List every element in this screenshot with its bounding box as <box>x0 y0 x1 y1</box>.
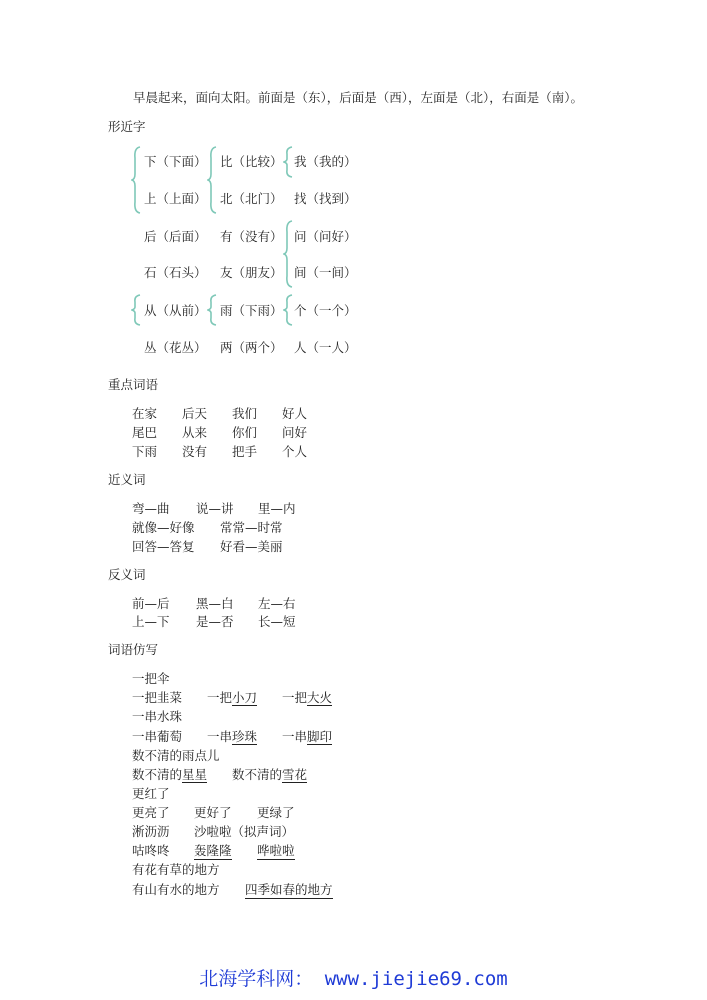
brace-icon <box>283 294 293 326</box>
answer-prefix: 数不清的 <box>132 767 183 782</box>
underlined-answer: 珍珠 <box>232 729 258 744</box>
similar-char-item: 人（一人） <box>294 340 357 355</box>
answer-prefix: 一把 <box>207 690 233 705</box>
antonym-pair: 前—后 <box>132 596 170 611</box>
heading-similar-chars: 形近字 <box>108 119 146 134</box>
footer-watermark: 北海学科网： www.jiejie69.com <box>199 968 508 990</box>
brace-icon <box>131 294 141 326</box>
brace-icon <box>207 146 217 214</box>
imitation-answer: 更绿了 <box>257 805 295 820</box>
brace-icon <box>207 294 217 326</box>
key-word: 你们 <box>232 425 258 440</box>
underlined-answer: 雪花 <box>282 767 308 782</box>
key-word: 从来 <box>182 425 208 440</box>
brace-icon <box>283 220 293 288</box>
similar-char-item: 丛（花丛） <box>144 340 207 355</box>
answer-prefix: 一串 <box>282 729 308 744</box>
answer-prefix: 数不清的 <box>232 767 283 782</box>
imitation-example: 一把伞 <box>132 671 170 686</box>
intro-sentence: 早晨起来，面向太阳。前面是（东），后面是（西），左面是（北），右面是（南）。 <box>133 90 584 105</box>
synonym-pair: 就像—好像 <box>132 520 195 535</box>
similar-char-item: 北（北门） <box>220 191 283 206</box>
underlined-answer: 小刀 <box>232 690 258 705</box>
synonym-pair: 回答—答复 <box>132 539 195 554</box>
underlined-answer: 轰隆隆 <box>194 843 232 858</box>
imitation-example: 更红了 <box>132 786 170 801</box>
similar-char-item: 后（后面） <box>144 229 207 244</box>
similar-char-item: 有（没有） <box>220 229 283 244</box>
key-word: 把手 <box>232 444 258 459</box>
similar-char-item: 个（一个） <box>294 303 357 318</box>
imitation-example: 有花有草的地方 <box>132 862 220 877</box>
antonym-pair: 是—否 <box>196 614 234 629</box>
key-word: 好人 <box>282 406 308 421</box>
imitation-answer: 有山有水的地方 <box>132 882 220 897</box>
heading-synonyms: 近义词 <box>108 472 146 487</box>
key-word: 在家 <box>132 406 158 421</box>
similar-char-item: 两（两个） <box>220 340 283 355</box>
imitation-answer: 更好了 <box>194 805 232 820</box>
synonym-pair: 好看—美丽 <box>220 539 283 554</box>
similar-char-item: 从（从前） <box>144 303 207 318</box>
similar-char-item: 下（下面） <box>144 154 207 169</box>
heading-antonyms: 反义词 <box>108 567 146 582</box>
imitation-answer <box>132 765 207 783</box>
similar-char-item: 我（我的） <box>294 154 357 169</box>
synonym-pair: 里—内 <box>258 501 296 516</box>
antonym-pair: 上—下 <box>132 614 170 629</box>
imitation-example: 数不清的雨点儿 <box>132 748 220 763</box>
underlined-answer: 大火 <box>307 690 333 705</box>
underlined-answer: 哗啦啦 <box>257 843 295 858</box>
synonym-pair: 常常—时常 <box>220 520 283 535</box>
similar-char-item: 间（一间） <box>294 265 357 280</box>
synonym-pair: 弯—曲 <box>132 501 170 516</box>
imitation-answer: 沙啦啦（拟声词） <box>194 824 295 839</box>
imitation-answer <box>282 688 332 706</box>
key-word: 我们 <box>232 406 258 421</box>
key-word: 后天 <box>182 406 208 421</box>
imitation-answer <box>207 688 257 706</box>
key-word: 没有 <box>182 444 208 459</box>
brace-icon <box>131 146 141 214</box>
heading-imitation: 词语仿写 <box>108 642 159 657</box>
antonym-pair: 左—右 <box>258 596 296 611</box>
synonym-pair: 说—讲 <box>196 501 234 516</box>
underlined-answer: 星星 <box>182 767 208 782</box>
imitation-answer <box>232 765 307 783</box>
imitation-answer: 一把韭菜 <box>132 690 183 705</box>
imitation-answer: 淅沥沥 <box>132 824 170 839</box>
key-word: 下雨 <box>132 444 158 459</box>
similar-char-item: 比（比较） <box>220 154 283 169</box>
similar-char-item: 上（上面） <box>144 191 207 206</box>
answer-prefix: 一把 <box>282 690 308 705</box>
key-word: 个人 <box>282 444 308 459</box>
similar-char-item: 雨（下雨） <box>220 303 283 318</box>
key-word: 问好 <box>282 425 308 440</box>
imitation-answer <box>207 727 257 745</box>
imitation-answer: 更亮了 <box>132 805 170 820</box>
key-word: 尾巴 <box>132 425 158 440</box>
heading-key-words: 重点词语 <box>108 377 159 392</box>
brace-icon <box>283 146 293 178</box>
similar-char-item: 找（找到） <box>294 191 357 206</box>
similar-char-item: 问（问好） <box>294 229 357 244</box>
imitation-answer: 咕咚咚 <box>132 843 170 858</box>
imitation-answer: 一串葡萄 <box>132 729 183 744</box>
answer-prefix: 一串 <box>207 729 233 744</box>
antonym-pair: 黑—白 <box>196 596 234 611</box>
underlined-answer: 脚印 <box>307 729 333 744</box>
antonym-pair: 长—短 <box>258 614 296 629</box>
imitation-example: 一串水珠 <box>132 709 183 724</box>
underlined-answer: 四季如春的地方 <box>245 882 333 897</box>
similar-char-item: 石（石头） <box>144 265 207 280</box>
imitation-answer <box>282 727 332 745</box>
similar-char-item: 友（朋友） <box>220 265 283 280</box>
